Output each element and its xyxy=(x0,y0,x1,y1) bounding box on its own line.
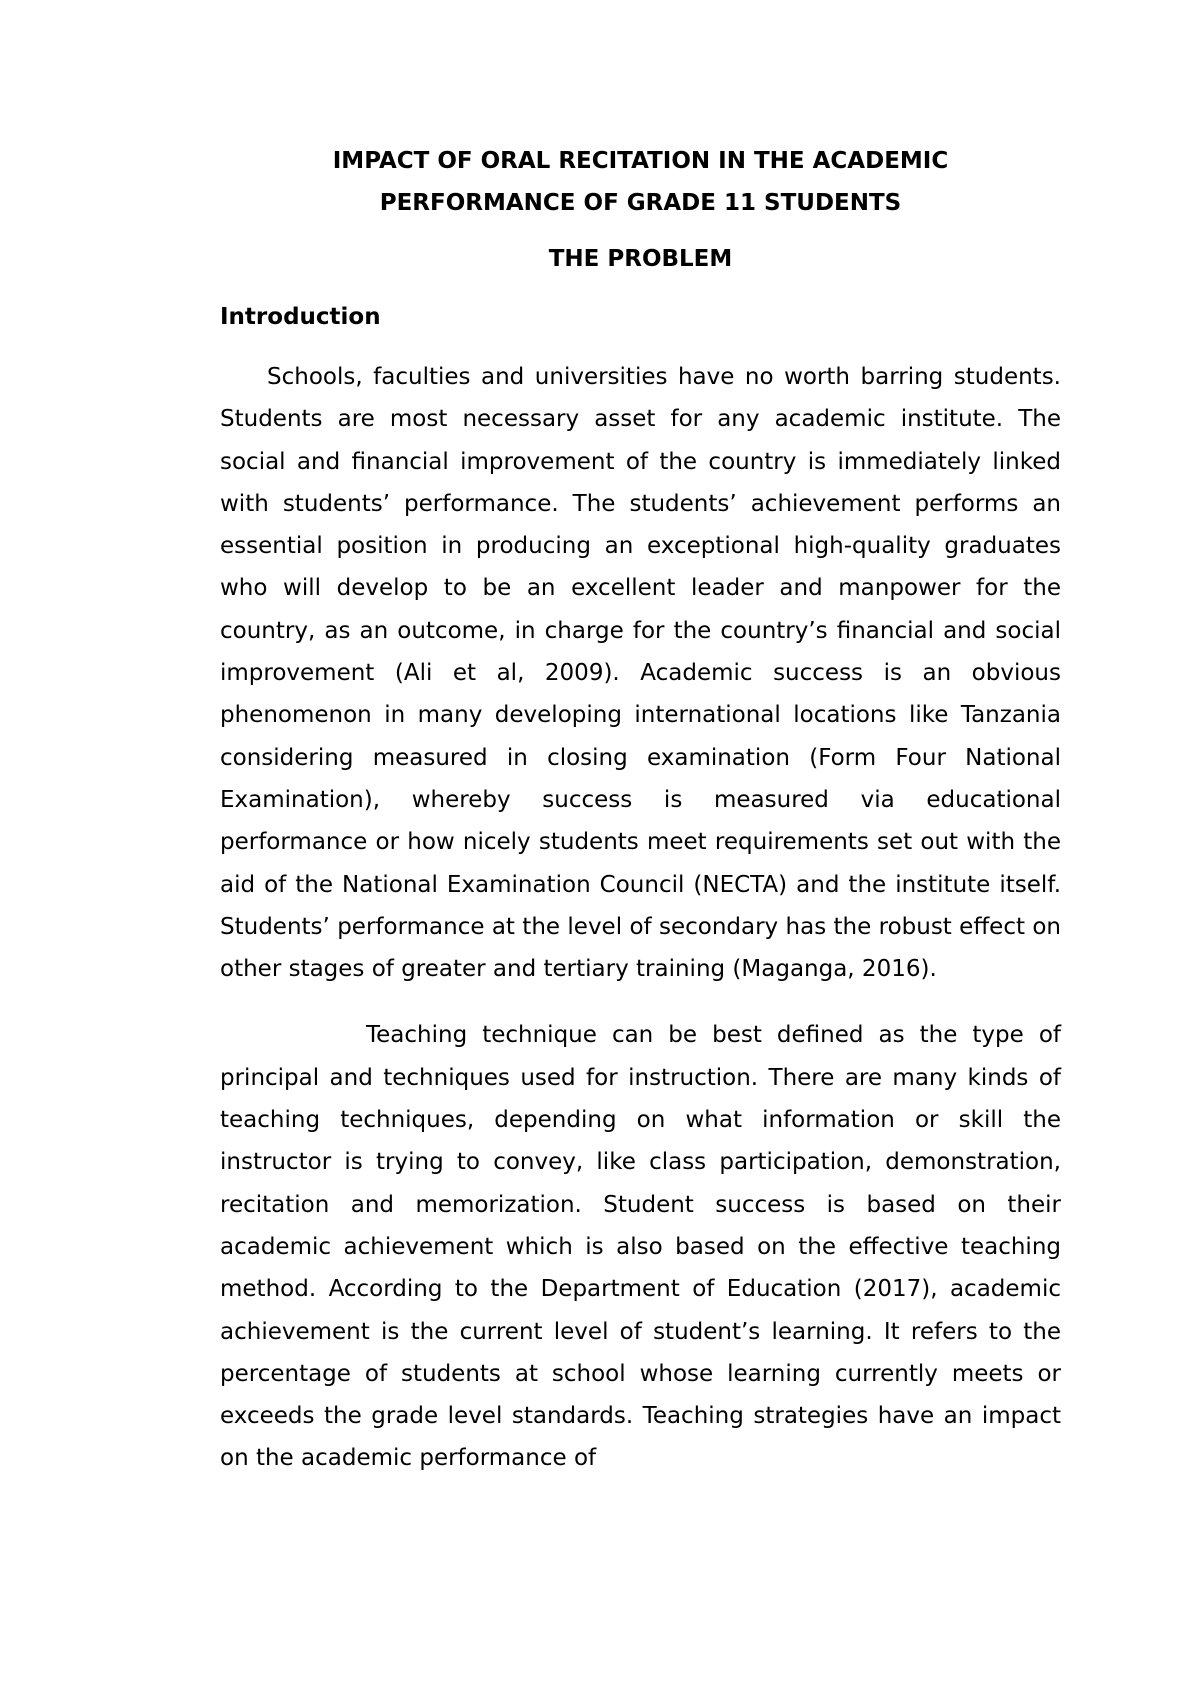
paragraph-1: Schools, faculties and universities have no worth barring students. Students are most necessary asset for any academic institute. The social and financial improvement of the country is immediately linked with students’ performance. The students’ achievement performs an essential position in producing an exceptional high-quality graduates who will develop to be an excellent leader and manpower for the country, as an outcome, in charge for the country’s financial and social improvement (Ali et al, 2009). Academic success is an obvious phenomenon in many developing international locations like Tanzania considering measured in closing examination (Form Four National Examination), whereby success is measured via educational performance or how nicely students meet requirements set out with the aid of the National Examination Council (NECTA) and the institute itself. Students’ performance at the level of secondary has the robust effect on other stages of greater and tertiary training (Maganga, 2016). xyxy=(220,364,1061,983)
paragraph-2: Teaching technique can be best defined as the type of principal and techniques used for instruction. There are many kinds of teaching techniques, depending on what information or skill the instructor is trying to convey, like class participation, demonstration, recitation and memorization. Student success is based on their academic achievement which is also based on the effective teaching method. According to the Department of Education (2017), academic achievement is the current level of student’s learning. It refers to the percentage of students at school whose learning currently meets or exceeds the grade level standards. Teaching strategies have an impact on the academic performance of xyxy=(220,1022,1061,1472)
document-body xyxy=(220,140,1061,1480)
title-line-1: IMPACT OF ORAL RECITATION IN THE ACADEMIC xyxy=(332,148,949,174)
document-title xyxy=(220,140,1061,224)
section-heading: THE PROBLEM xyxy=(548,246,733,272)
introduction-heading: Introduction xyxy=(220,304,381,330)
title-line-2: PERFORMANCE OF GRADE 11 STUDENTS xyxy=(379,190,902,216)
